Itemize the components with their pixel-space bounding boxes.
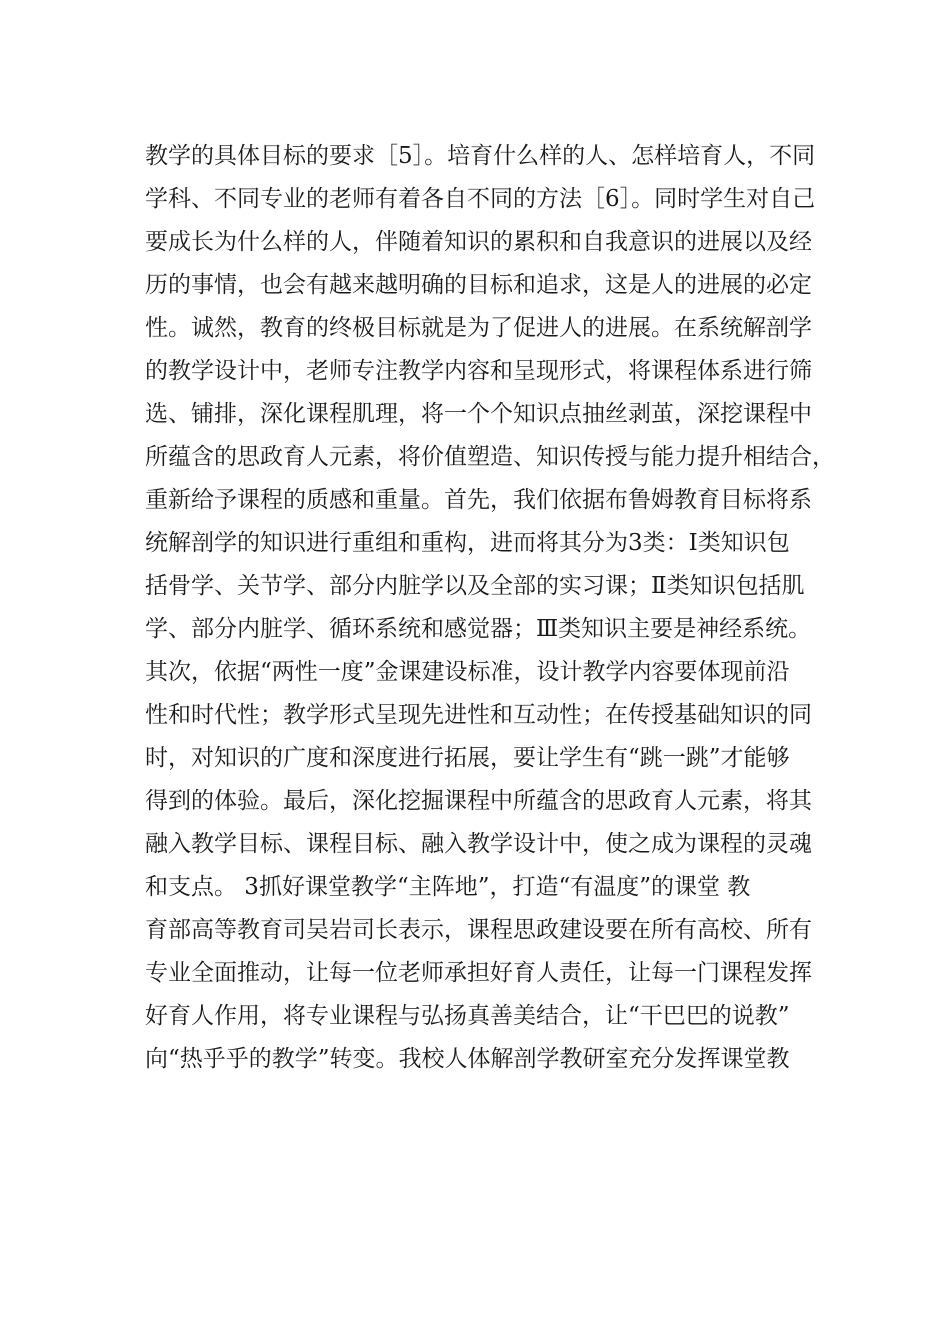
text-line: 融入教学目标、课程目标、融入教学设计中，使之成为课程的灵魂: [145, 831, 812, 857]
text-line: 要成长为什么样的人，伴随着知识的累积和自我意识的进展以及经: [145, 229, 812, 255]
text-line: 得到的体验。最后，深化挖掘课程中所蕴含的思政育人元素，将其: [145, 788, 812, 814]
text-line: 教学的具体目标的要求［5］。培育什么样的人、怎样培育人，不同: [145, 143, 816, 169]
text-line: 历的事情，也会有越来越明确的目标和追求，这是人的进展的必定: [145, 272, 812, 298]
text-line: 性和时代性；教学形式呈现先进性和互动性；在传授基础知识的同: [145, 702, 812, 728]
text-line: 选、铺排，深化课程肌理，将一个个知识点抽丝剥茧，深挖课程中: [145, 401, 812, 427]
text-line: 统解剖学的知识进行重组和重构，进而将其分为3类：Ⅰ类知识包: [145, 530, 790, 556]
text-line: 学、部分内脏学、循环系统和感觉器；Ⅲ类知识主要是神经系统。: [145, 616, 812, 642]
text-line: 学科、不同专业的老师有着各自不同的方法［6］。同时学生对自己: [145, 186, 816, 212]
text-line: 时，对知识的广度和深度进行拓展，要让学生有“跳一跳”才能够: [145, 745, 790, 771]
text-line: 的教学设计中，老师专注教学内容和呈现形式，将课程体系进行筛: [145, 358, 812, 384]
text-line: 所蕴含的思政育人元素，将价值塑造、知识传授与能力提升相结合，: [145, 444, 835, 470]
text-line: 育部高等教育司吴岩司长表示，课程思政建设要在所有高校、所有: [145, 917, 812, 943]
text-line: 括骨学、关节学、部分内脏学以及全部的实习课；Ⅱ类知识包括肌: [145, 573, 805, 599]
body-text: [145, 135, 835, 1081]
text-line: 其次，依据“两性一度”金课建设标准，设计教学内容要体现前沿: [145, 659, 790, 685]
text-line: 和支点。 3抓好课堂教学“主阵地”，打造“有温度”的课堂 教: [145, 874, 751, 900]
text-line: 性。诚然，教育的终极目标就是为了促进人的进展。在系统解剖学: [145, 315, 812, 341]
text-line: 专业全面推动，让每一位老师承担好育人责任，让每一门课程发挥: [145, 960, 812, 986]
text-line: 向“热乎乎的教学”转变。我校人体解剖学教研室充分发挥课堂教: [145, 1046, 790, 1072]
text-line: 好育人作用，将专业课程与弘扬真善美结合，让“干巴巴的说教”: [145, 1003, 790, 1029]
text-line: 重新给予课程的质感和重量。首先，我们依据布鲁姆教育目标将系: [145, 487, 812, 513]
